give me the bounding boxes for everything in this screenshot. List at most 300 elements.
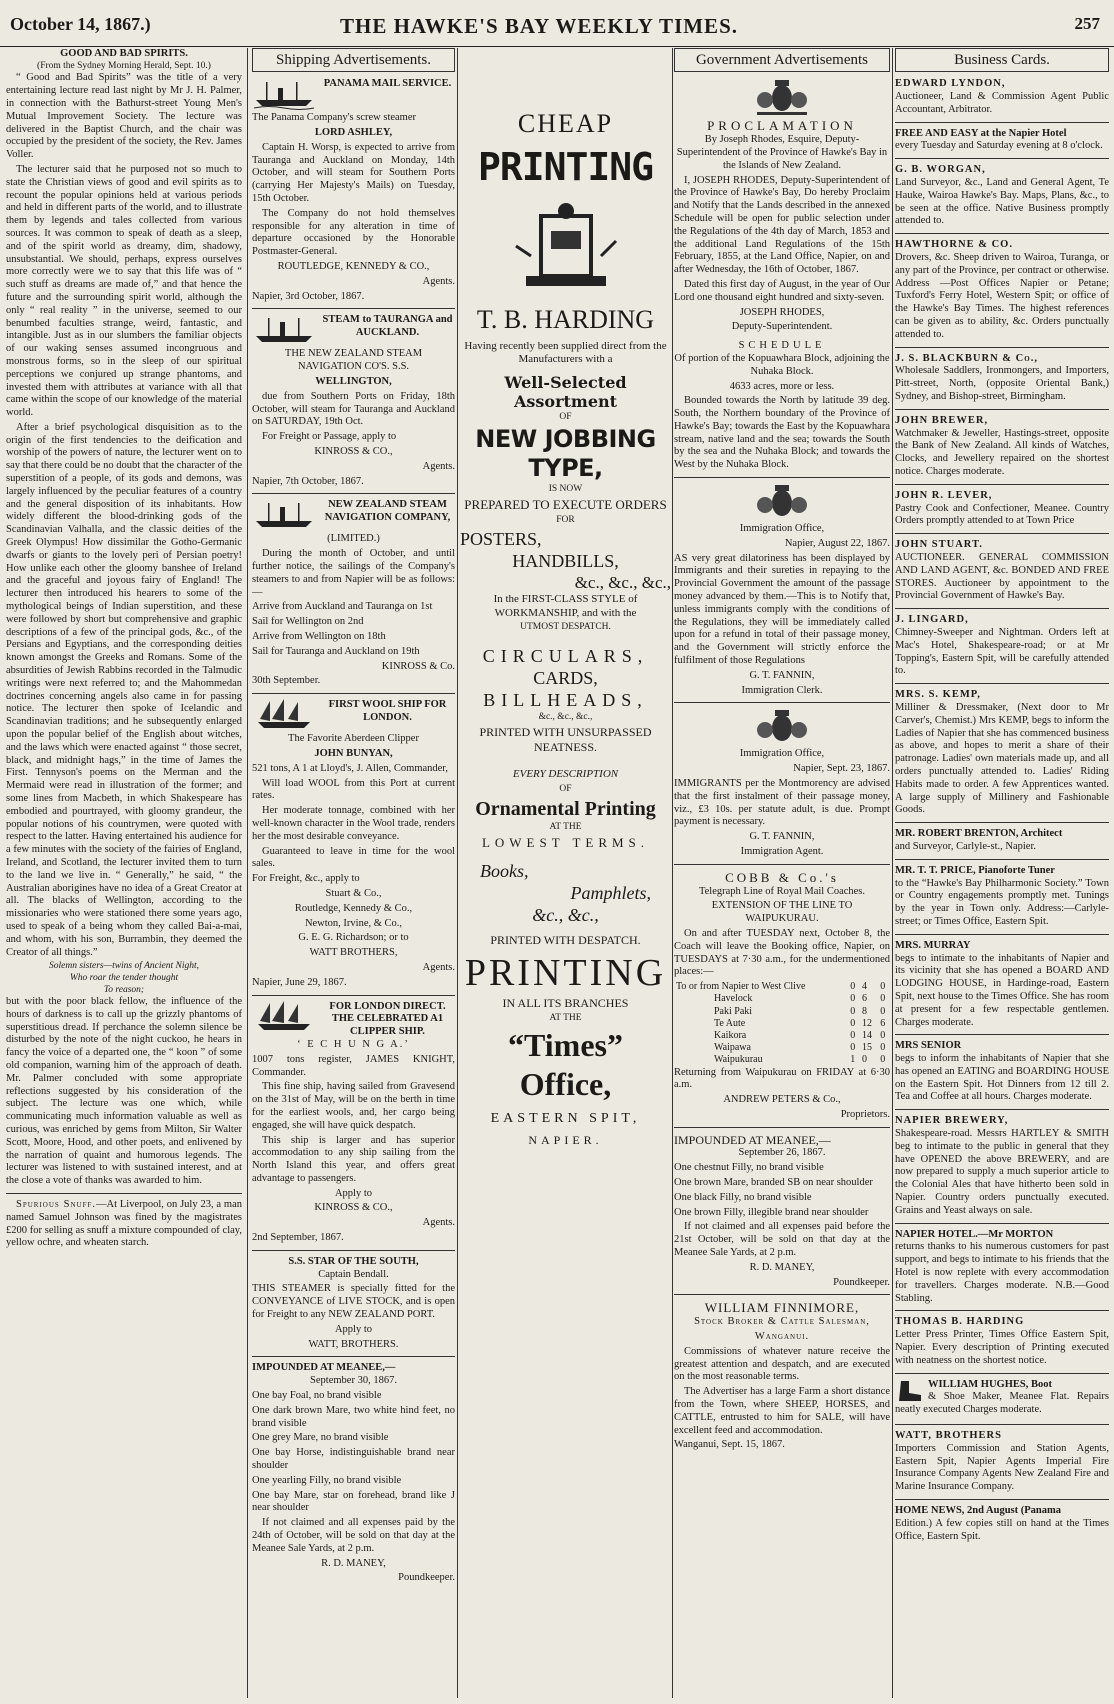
ad-line: PREPARED TO EXECUTE ORDERS	[464, 497, 667, 513]
times-office-line: “Times” Office,	[508, 1027, 623, 1103]
impounded-line: One chestnut Filly, no brand visible	[674, 1162, 824, 1174]
table-row	[674, 981, 890, 993]
card-text: Letter Press Printer, Times Office Eastern Spit, Napier. Every description of Printing executed with neatness on the shortest notice.	[895, 1329, 1109, 1366]
fare-value: 15	[861, 1042, 872, 1054]
article-title: GOOD AND BAD SPIRITS.	[60, 48, 188, 59]
address-line: EASTERN SPIT,	[490, 1111, 641, 1127]
card-text: returns thanks to his numerous customers for past support, and begs to intimate to his friends that the Hotel is now replete with every accommodation for travellers. Charges moderate. N.B.—Good Stabling.	[895, 1241, 1109, 1304]
divider	[674, 1127, 890, 1128]
divider	[895, 158, 1109, 159]
ad-title: STEAM to TAURANGA and AUCKLAND.	[322, 314, 453, 339]
article-paragraph: “ Good and Bad Spirits” was the title of a very entertaining lecture read last night by Mr J. H. Palmer, in connection with the Bathurst-street Young Men's Mutual Improvement Society. The lecture was delivered in the Baptist Church, and the chair was occupied by the president of the society, the Rev. James Voller.	[6, 72, 242, 161]
ad-line: R. D. MANEY,	[321, 1557, 386, 1569]
ad-title: FIRST WOOL SHIP FOR LONDON.	[328, 699, 447, 723]
cheap-heading: CHEAP	[517, 109, 614, 138]
shipping-column	[252, 48, 455, 1698]
column-rule	[457, 48, 458, 1698]
steamship-icon	[252, 78, 316, 110]
ad-line: The Favorite Aberdeen Clipper	[288, 733, 419, 745]
card-name: MR. T. T. PRICE, Pianoforte Tuner	[895, 864, 1055, 876]
ad-line: ‘ E C H U N G A.’	[297, 1038, 410, 1050]
ad-title: IMPOUNDED AT MEANEE,—	[252, 1362, 396, 1374]
business-card	[895, 1229, 1109, 1306]
fare-value: 0	[880, 993, 886, 1005]
cobb-line: EXTENSION OF THE LINE TO WAIPUKURAU.	[711, 900, 853, 925]
divider	[252, 1250, 455, 1251]
wool-ship-ad	[252, 699, 455, 989]
ad-line: Having recently been supplied direct from the Manufacturers with a	[464, 339, 667, 366]
fare-value: 0	[850, 1042, 856, 1054]
fare-value: 0	[850, 981, 856, 993]
snuff-item	[6, 1199, 242, 1250]
card-name: J. S. BLACKBURN & Co.,	[895, 352, 1038, 364]
fare-value: 0	[880, 1005, 886, 1017]
divider	[895, 233, 1109, 234]
card-text: begs to inform the inhabitants of Napier that she has opened an EATING and BOARDING HOUSE on the Eastern Spit. Hot Dinners from 12 till 2. Tea and Coffee at all hours. Charges moderate.	[895, 1053, 1109, 1103]
ad-line: For Freight, &c., apply to	[252, 873, 360, 885]
finnimore-line: Wanganui.	[754, 1331, 810, 1342]
ad-line: Captain H. Worsp, is expected to arrive from Tauranga and Auckland on Monday, 14th October, and will steam for Southern Ports (carrying Her Majesty's Mails) on Tuesday, 15th October.	[252, 141, 455, 205]
ad-title: FOR LONDON DIRECT. THE CELEBRATED A1 CLIPPER SHIP.	[329, 1000, 446, 1038]
table-row	[674, 1042, 890, 1054]
shipping-heading: Shipping Advertisements.	[252, 48, 455, 72]
article-column	[6, 48, 242, 1698]
fare-value: 0	[880, 1054, 886, 1066]
ad-line: One grey Mare, no brand visible	[252, 1432, 389, 1444]
ad-line: G. E. G. Richardson; or to	[298, 932, 409, 944]
column-rule	[247, 48, 248, 1698]
impounded-line: One brown Mare, branded SB on near shoulder	[674, 1176, 873, 1188]
divider	[895, 347, 1109, 348]
handbills-line: HANDBILLS,	[512, 550, 619, 571]
ad-line: PRINTED WITH UNSURPASSED NEATNESS.	[479, 725, 652, 754]
table-row	[674, 1006, 890, 1018]
impounded-title: IMPOUNDED AT MEANEE,—	[674, 1132, 831, 1147]
notice-line: Napier, August 22, 1867.	[784, 537, 890, 549]
divider	[895, 1109, 1109, 1110]
ad-line: Napier, 7th October, 1867.	[252, 475, 364, 487]
ad-line: IS NOW	[548, 483, 583, 494]
article-paragraph: but with the poor black fellow, the influence of the hours of darkness is to call up the grizzly phantoms of superstitious dread. If perchance the solemn silence be disturbed by the note of the night cuckoo, he hears in fancy the voice of a departed one, the “ koon ” of some old companion, warning him of the approach of death. Mr. Palmer concluded with some appropriate reflections suggested by his consideration of the subject. The lecture was one which, while communicating much information valuable as well as curious, was enriched by gems from Milton, Sir Walter Scott, Moore, Hood, and other poets, and enlivened by the narration of quaint and humorous legends. The lecturer was listened to with sustained interest, and at the close a vote of thanks was awarded to him.	[6, 996, 242, 1187]
ad-line: Sail for Wellington on 2nd	[252, 616, 364, 628]
business-card	[895, 1316, 1109, 1367]
finnimore-line: Stock Broker & Cattle Salesman,	[694, 1316, 870, 1328]
ad-line: WATT, BROTHERS.	[308, 1338, 399, 1350]
books-line: Books,	[480, 861, 529, 882]
divider	[6, 1193, 242, 1194]
card-name: THOMAS B. HARDING	[895, 1316, 1025, 1328]
business-card	[895, 239, 1109, 341]
notice-line: G. T. FANNIN,	[749, 831, 815, 843]
ad-line: Arrive from Wellington on 18th	[252, 631, 386, 642]
ad-line: Guaranteed to leave in time for the wool sales.	[252, 845, 455, 870]
ad-line: Newton, Irvine, & Co.,	[304, 917, 403, 929]
schedule-line: 4633 acres, more or less.	[729, 380, 835, 392]
fare-value: 12	[861, 1017, 872, 1029]
column-rule	[892, 48, 893, 1698]
printing-branches-heading: PRINTING	[464, 951, 667, 994]
ad-line: Agents.	[422, 275, 455, 287]
business-card	[895, 128, 1109, 154]
ad-line: 1007 tons register, JAMES KNIGHT, Commander.	[252, 1053, 455, 1078]
address-line: NAPIER.	[528, 1133, 603, 1148]
ad-line: THE NEW ZEALAND STEAM NAVIGATION CO'S. S.S.	[284, 348, 423, 373]
divider	[895, 484, 1109, 485]
divider	[895, 1424, 1109, 1425]
fare-value: 0	[880, 1030, 886, 1041]
article-paragraph: After a brief psychological disquisition as to the origin of the first tendencies to the deification and worship of the powers of nature, the lecturer went on to say that there could be no doubt that the character of the superstition of a people, of its gods and demons, was largely influenced by the peculiar features of a country and the general disposition of its inhabitants. How widely different the blood-drinking gods of the Scandinavian Valhalla, and the classic deities of the Greek Olympus! How dissimilar the Gotho-Germanic dwarfs or giants to the lovely peri of Persian poetry! How unlike each other the gloomy banshee of Ireland and the graceful and joyous fairy of England! The lecturer then introduced his hearers to some of the mythological beings of Indian superstition, and these were followed by short but comprehensive and graphic descriptions of a few of the principal gods, &c., of the Persians and Egyptians, and the corresponding deities known amongst the Greeks and Romans. Some of the absurdities of Jewish Rabbins recorded in the Talmudic writings were next referred to; and the Mahommedan doctrines concerning angels also came in for passing notice. The lecturer then spoke of Icelandic and Scandinavian traditions; and he subsequently enlarged upon the popular belief of the English about witches, and the laws which were enacted against “ those secret, black, and midnight hags,” in the time of James the First. Tennyson's poems on the Merman and the Mermaid were read in illustration of the former; and some lines from Macbeth, in which Shakespeare has embodied and pourtrayed, with gloomy grandeur, the popular notions of his countrymen, were quoted with respect to the latter. Having entertained his audience for a few minutes with the society of the fairies of England, Ireland, and Scotland, the lecturer invited them to turn to the land we live in. “ Generally,” he said, “ the Australian aborigines have no idea of a Great Creator at all. The blacks of Wellington, according to the missionaries who were stationed there some years ago, used to speak of a being whom they called Bai-a-mai, and whom, with his son, Burrambin, they deemed the Creator of all things.”	[6, 421, 242, 958]
sailing-ship-icon	[252, 699, 316, 731]
cobb-line: Returning from Waipukurau on FRIDAY at 6·30 a.m.	[674, 1066, 890, 1091]
ad-line: UTMOST DESPATCH.	[520, 622, 611, 633]
ad-line: &c., &c., &c.,	[574, 572, 671, 592]
card-name: HAWTHORNE & CO.	[895, 239, 1013, 251]
ad-line: 30th September.	[252, 675, 321, 687]
ad-line: This fine ship, having sailed from Gravesend on the 31st of May, will be on the berth in time for the earliest wools, and, her cargo being engaged, she will have quick despatch.	[252, 1081, 455, 1131]
business-card	[895, 1430, 1109, 1494]
card-text: begs to intimate to the inhabitants of Napier and its vicinity that she has opened a BOARD AND LODGING HOUSE, in Hardinge-road, Eastern Spit, next house to the Times Office. She has room at present for a few respectable gentlemen. Charges moderate.	[895, 952, 1109, 1028]
ad-line: One yearling Filly, no brand visible	[252, 1474, 402, 1486]
card-text: Chimney-Sweeper and Nightman. Orders left at Mac's Hotel, Shakespeare-road; or at Mr Topping's, Eastern Spit, will be carefully attended to.	[895, 626, 1109, 677]
ad-line: Her moderate tonnage, combined with her well-known character in the Wool trade, renders her the most desirable conveyance.	[252, 805, 455, 842]
card-text: Watchmaker & Jeweller, Hastings-street, opposite the Bank of New Zealand. All kinds of Watches, Clocks, and Jewellery repaired on the shortest notice. Charges moderate.	[895, 427, 1109, 478]
royal-arms-icon	[747, 708, 817, 746]
proclamation-line: Deputy-Superintendent.	[731, 321, 833, 333]
ornamental-printing-line: Ornamental Printing	[475, 798, 656, 821]
harding-heading: T. B. HARDING	[476, 305, 655, 335]
fare-place: Kaikora	[714, 1030, 747, 1041]
assortment-line: Well-Selected Assortment	[504, 372, 627, 412]
card-text: every Tuesday and Saturday evening at 8 o'clock.	[895, 140, 1103, 152]
cobb-line: Proprietors.	[840, 1108, 890, 1120]
fare-value: 4	[861, 981, 867, 993]
card-name: HOME NEWS, 2nd August (Panama	[895, 1505, 1061, 1516]
ad-line: JOHN BUNYAN,	[314, 747, 393, 759]
verse-line: Solemn sisters—twins of Ancient Night,	[49, 961, 199, 972]
steamship-icon	[252, 499, 316, 531]
ad-line: 521 tons, A 1 at Lloyd's, J. Allen, Commander,	[252, 762, 449, 774]
cobb-title: COBB & Co.'s	[725, 869, 839, 885]
ad-line: Poundkeeper.	[398, 1572, 455, 1584]
card-text: Pastry Cook and Confectioner, Meanee. Country Orders promptly attended to at Town Price	[895, 502, 1109, 527]
impounded-ad	[252, 1362, 455, 1585]
card-name: MR. ROBERT BRENTON, Architect	[895, 828, 1063, 840]
ad-line: In the FIRST-CLASS STYLE of WORKMANSHIP, and with the	[493, 593, 638, 619]
divider	[895, 683, 1109, 684]
echunga-ad	[252, 1001, 455, 1245]
ad-line: Captain Bendall.	[318, 1268, 389, 1280]
divider	[895, 533, 1109, 534]
table-row	[674, 1054, 890, 1066]
royal-arms-icon	[747, 78, 817, 116]
card-text: to the “Hawke's Bay Philharmonic Society.” Town or Country engagements promptly met. Tunings by the year in Town only. Address:—Carlyle-street; or Times Office, Eastern Spit.	[895, 877, 1109, 927]
divider	[895, 1310, 1109, 1311]
ad-line: If not claimed and all expenses paid by the 24th of October, will be sold on that day at the Meanee Sale Yards, at 2 p.m.	[252, 1517, 455, 1554]
ad-line: LORD ASHLEY,	[314, 127, 393, 139]
ad-line: (LIMITED.)	[327, 533, 380, 545]
ad-line: During the month of October, and until further notice, the sailings of the Company's steamers to and from Napier will be as follows:—	[252, 548, 455, 598]
cobb-line: ANDREW PETERS & Co.,	[723, 1094, 841, 1106]
ad-line: Routledge, Kennedy & Co.,	[294, 902, 413, 914]
sailing-ship-icon	[252, 1001, 316, 1033]
ad-line: Napier, 3rd October, 1867.	[252, 290, 365, 302]
cobb-line: Telegraph Line of Royal Mail Coaches.	[698, 885, 866, 897]
ad-line: OF	[559, 783, 572, 794]
business-card	[895, 490, 1109, 528]
verse-line: Who roar the tender thought	[69, 972, 179, 983]
fare-value: 8	[861, 1005, 867, 1017]
fare-place: Te Aute	[714, 1017, 746, 1029]
ad-title: S.S. STAR OF THE SOUTH,	[288, 1255, 419, 1267]
boot-icon	[895, 1379, 925, 1403]
pamphlets-line: Pamphlets,	[570, 883, 651, 904]
snuff-text: —At Liverpool, on July 23, a man named Samuel Johnson was fined by the magistrates £200 for selling as snuff a mixture compounded of clay, yellow ochre, and wheaten starch.	[6, 1199, 242, 1249]
ad-line: Apply to	[334, 1187, 373, 1199]
schedule-line: Of portion of the Kopuawhara Block, adjoining the Nuhaka Block.	[674, 352, 890, 377]
divider	[895, 934, 1109, 935]
ad-line: Napier, June 29, 1867.	[252, 976, 347, 988]
ad-line: Agents.	[422, 460, 455, 472]
panama-ad	[252, 78, 455, 303]
ad-line: THIS STEAMER is specially fitted for the CONVEYANCE of LIVE STOCK, and is open for Freight to any NEW ZEALAND PORT.	[252, 1283, 455, 1321]
fare-place: Waipukurau	[714, 1054, 763, 1066]
ad-line: 2nd September, 1867.	[252, 1232, 344, 1244]
card-name: MRS SENIOR	[895, 1040, 962, 1052]
card-text: AUCTIONEER. GENERAL COMMISSION AND LAND AGENT, &c. BONDED AND FREE STORES. Auctioneer by appointment to the Provincial Government of Hawke's Bay.	[895, 552, 1109, 602]
star-south-ad	[252, 1256, 455, 1352]
fare-place: To or from Napier to West Clive	[676, 981, 806, 993]
ad-title: PANAMA MAIL SERVICE.	[323, 78, 452, 90]
posters-line: POSTERS,	[460, 528, 542, 549]
card-name: FREE AND EASY at the Napier Hotel	[895, 127, 1067, 139]
article-paragraph: The lecturer said that he purposed not so much to state the Christian views of good and evil spirits as to recount the popular opinions held at various periods and held in different parts of the world, and to illustrate them by legends and tales collected from various sources. It was common to speak of death as a sleep, and of the spirit world as dreamy, dim, shadowy, unsubstantial. We should, perhaps, express ourselves more correctly were we to say that this life was of “ such stuff as dreams are made of,” and that hence the future and the surrounding spirit world, although the only “ real reality ” in the universe, seemed to our benumbed faculties strange, weird, fantastic, and intangible. Just as in our slumbers the familiar objects of our waking senses assumed incongruous and monstrous forms, so in the sleep of our spiritual perceptions we conjured up strange phantoms, and invested them with attributes at variance with all that came within the scope of our knowledge of the material world.	[6, 163, 242, 419]
column-rule	[672, 48, 673, 1698]
business-card	[895, 865, 1109, 929]
divider	[674, 477, 890, 478]
ad-line: The Company do not hold themselves responsible for any alteration in time of departure occasioned by the Honorable Postmaster-General.	[252, 207, 455, 258]
fare-value: 0	[880, 981, 886, 993]
divider	[252, 995, 455, 996]
impounded-line: September 26, 1867.	[738, 1147, 826, 1159]
government-column	[674, 48, 890, 1698]
fare-value: 0	[850, 1030, 856, 1041]
ad-line: ROUTLEDGE, KENNEDY & CO.,	[277, 261, 430, 273]
card-text: Wholesale Saddlers, Ironmongers, and Importers, Pitt-street, North, (opposite Oriental Bank,) Sydney, and Bishop-street, Birmingham.	[895, 365, 1109, 403]
divider	[674, 864, 890, 865]
card-name: J. LINGARD,	[895, 614, 969, 626]
impounded-line: Poundkeeper.	[833, 1276, 890, 1288]
divider	[895, 1499, 1109, 1500]
card-name: G. B. WORGAN,	[895, 164, 986, 176]
ad-line: &c., &c.,	[532, 905, 599, 926]
ad-line: Sail for Tauranga and Auckland on 19th	[252, 645, 420, 657]
divider	[895, 859, 1109, 860]
fare-place: Waipawa	[714, 1042, 751, 1054]
article-source: (From the Sydney Morning Herald, Sept. 10.)	[37, 60, 211, 71]
fare-value: 0	[850, 1017, 856, 1029]
royal-arms-icon	[747, 483, 817, 521]
notice-line: Immigration Office,	[739, 523, 825, 535]
ad-line: One bay Foal, no brand visible	[252, 1390, 382, 1402]
cobb-line: On and after TUESDAY next, October 8, the Coach will leave the Booking office, Napier, on TUESDAYS at 7·30 a.m., for the undermentioned places:—	[674, 928, 890, 978]
printing-ad-column	[460, 48, 671, 1698]
business-card	[895, 353, 1109, 404]
finnimore-title: WILLIAM FINNIMORE,	[704, 1300, 860, 1316]
proclamation-line: By Joseph Rhodes, Esquire, Deputy-Superintendent of the Province of Hawke's Bay in the Islands of New Zealand.	[676, 134, 888, 171]
lowest-terms-line: LOWEST TERMS.	[481, 835, 650, 851]
notice-line: Immigration Office,	[739, 748, 825, 760]
impounded-line: One black Filly, no brand visible	[674, 1191, 812, 1203]
business-cards-column	[895, 48, 1109, 1698]
fare-value: 0	[880, 1042, 886, 1054]
card-name: WILLIAM HUGHES, Boot	[928, 1378, 1052, 1390]
proclamation-line: I, JOSEPH RHODES, Deputy-Superintendent of the Province of Hawke's Bay, Do hereby Proclaim and Notify that the Lands described in the annexed Schedule will be open for public selection under the Regulations of the 4th day of March, 1853 and the additional Land Regulations of the 15th February, 1855, at the Land Office, Napier, on and after Wednesday, the 16th of October, 1867.	[674, 174, 890, 276]
printing-heading: PRINTING	[477, 144, 654, 189]
business-card	[895, 78, 1109, 116]
notice-line: IMMIGRANTS per the Montmorency are advised that the first instalment of their passage money, viz., £3 10s. per statute adult, is due. Prompt payment is necessary.	[674, 778, 890, 828]
fare-table	[674, 981, 890, 1066]
ad-line: The Panama Company's screw steamer	[252, 112, 417, 124]
ad-line: PRINTED WITH DESPATCH.	[490, 933, 641, 948]
verse-quote	[6, 961, 242, 996]
ad-line: Arrive from Auckland and Tauranga on 1st	[252, 601, 433, 613]
divider	[895, 1373, 1109, 1374]
card-name: NAPIER HOTEL.—Mr MORTON	[895, 1228, 1054, 1240]
card-text: Importers Commission and Station Agents, Eastern Spit, Napier Agents Imperial Fire Insurance Company Agents New Zealand Fire and Marine Insurance Company.	[895, 1442, 1109, 1493]
ad-line: KINROSS & Co.	[381, 660, 455, 672]
cards-line: CARDS,	[533, 667, 598, 688]
ad-line: Apply to	[334, 1323, 373, 1335]
snuff-title: Spurious Snuff.	[16, 1199, 97, 1211]
fare-value: 0	[861, 1054, 867, 1066]
fare-value: 0	[850, 1005, 856, 1017]
divider	[895, 608, 1109, 609]
business-card	[895, 1379, 1109, 1419]
business-card	[895, 1040, 1109, 1104]
card-name: JOHN R. LEVER,	[895, 489, 993, 501]
card-name: WATT, BROTHERS	[895, 1430, 1002, 1442]
ad-line: KINROSS & CO.,	[314, 446, 393, 458]
card-name: JOHN BREWER,	[895, 414, 989, 426]
business-card	[895, 689, 1109, 817]
card-text: & Shoe Maker, Meanee Flat. Repairs neatly executed Charges moderate.	[895, 1391, 1109, 1416]
verse-line: To reason;	[103, 984, 145, 995]
ad-line: EVERY DESCRIPTION	[512, 768, 619, 781]
table-row	[674, 993, 890, 1005]
circulars-line: CIRCULARS,	[482, 645, 649, 666]
issue-date: October 14, 1867.)	[10, 14, 151, 34]
fare-place: Havelock	[714, 993, 753, 1005]
steamship-icon	[252, 314, 316, 346]
impounded-line: If not claimed and all expenses paid before the 21st October, will be sold on that day at the Meanee Sale Yards, at 2 p.m.	[674, 1221, 890, 1258]
card-text: Drovers, &c. Sheep driven to Wairoa, Turanga, or any part of the Province, per contract or otherwise. Address —Post Offices Napier or Petane; Tuxford's Ferry Hotel, Western Spit; or office of the Hawke's Bay Times. The highest references can be given as to ability, &c. Orders punctually attended to.	[895, 252, 1109, 340]
ad-line: For Freight or Passage, apply to	[262, 431, 397, 443]
impounded-line: One brown Filly, illegible brand near shoulder	[674, 1206, 869, 1218]
business-card	[895, 1115, 1109, 1217]
new-jobbing-type-line: NEW JOBBING TYPE,	[475, 425, 656, 483]
finnimore-line: Wanganui, Sept. 15, 1867.	[674, 1439, 785, 1451]
notice-line: AS very great dilatoriness has been displayed by Immigrants and their sureties in repaying to the Provincial Government the amount of the passage money advanced by them.—This is to Notify that, unless immigrants comply with the conditions of the Regulations, they will be immediately called upon for a refund in total of their passage money, and the Government will strictly enforce the fulfilment of those Regulations	[674, 552, 890, 667]
ad-line: WELLINGTON,	[315, 376, 392, 388]
ad-line: Will load WOOL from this Port at current rates.	[252, 777, 455, 802]
printing-press-icon	[511, 196, 621, 296]
ad-line: One dark brown Mare, two white hind feet, no brand visible	[252, 1404, 455, 1429]
business-card	[895, 1505, 1109, 1543]
nz-steam-ad	[252, 499, 455, 688]
impounded-line: R. D. MANEY,	[749, 1261, 815, 1273]
newspaper-title: THE HAWKE'S BAY WEEKLY TIMES.	[340, 14, 738, 38]
ad-line: IN ALL ITS BRANCHES	[502, 996, 629, 1011]
ad-line: OF	[559, 411, 572, 422]
notice-line: Immigration Agent.	[740, 846, 824, 858]
ad-line: WATT BROTHERS,	[309, 947, 398, 959]
finnimore-line: Commissions of whatever nature receive the greatest attention and despatch, and are executed on the most reasonable terms.	[674, 1345, 890, 1383]
divider	[252, 308, 455, 309]
card-text: Auctioneer, Land & Commission Agent Public Accountant, Arbitrator.	[895, 91, 1109, 115]
fare-value: 6	[861, 993, 867, 1005]
business-card	[895, 164, 1109, 228]
table-row	[674, 1030, 890, 1042]
proclamation-line: JOSEPH RHODES,	[739, 306, 825, 318]
divider	[252, 1356, 455, 1357]
business-card	[895, 940, 1109, 1030]
proclamation-title: PROCLAMATION	[707, 118, 857, 134]
schedule-line: Bounded towards the North by latitude 39 deg. South, the Northern boundary of the Province of Hawke's Bay; towards the East by the Kopuawhara stream, native land and the sea; towards the South by the sea and the Nuhaka Block; and towards the West by the Nuhaka Block.	[674, 395, 890, 471]
fare-value: 6	[880, 1017, 886, 1029]
card-name: MRS. MURRAY	[895, 939, 971, 951]
card-name: JOHN STUART.	[895, 539, 983, 551]
ad-line: September 30, 1867.	[310, 1375, 397, 1387]
divider	[252, 693, 455, 694]
card-text: Edition.) A few copies still on hand at the Times Office, Eastern Spit.	[895, 1517, 1109, 1542]
notice-line: Napier, Sept. 23, 1867.	[793, 763, 890, 775]
divider	[895, 1223, 1109, 1224]
notice-line: G. T. FANNIN,	[749, 669, 815, 681]
billheads-line: BILLHEADS,	[483, 689, 648, 710]
ad-line: KINROSS & CO.,	[314, 1202, 393, 1214]
fare-place: Paki Paki	[714, 1005, 753, 1017]
divider	[252, 493, 455, 494]
card-text: and Surveyor, Carlyle-st., Napier.	[895, 840, 1037, 852]
divider	[895, 822, 1109, 823]
card-name: NAPIER BREWERY,	[895, 1115, 1009, 1127]
card-text: Shakespeare-road. Messrs HARTLEY & SMITH beg to intimate to the public in general that they have OPENED the above BREWERY, and are now prepared to supply a much superior article to the Colonial Ales that have hitherto been sold in Napier. Country orders punctually executed. Grains and Yeast always on sale.	[895, 1128, 1109, 1216]
ad-line: One bay Horse, indistinguishable brand near shoulder	[252, 1447, 455, 1472]
fare-value: 0	[850, 993, 856, 1005]
ad-line: One bay Mare, star on forehead, brand like J near shoulder	[252, 1489, 455, 1514]
schedule-title: SCHEDULE	[738, 340, 826, 352]
ad-line: Agents.	[422, 1217, 455, 1229]
proclamation-line: Dated this first day of August, in the year of Our Lord one thousand eight hundred and sixty-seven.	[674, 278, 890, 303]
government-heading: Government Advertisements	[674, 48, 890, 72]
business-card	[895, 614, 1109, 678]
divider	[674, 1294, 890, 1295]
business-card	[895, 539, 1109, 603]
ad-line: This ship is larger and has superior accommodation to any ship sailing from the North Island this year, and offers great advantage to passengers.	[252, 1134, 455, 1184]
finnimore-line: The Advertiser has a large Farm a short distance from the Town, where SHEEP, HORSES, and CATTLE, entrusted to him for SALE, will have excellent feed and accommodation.	[674, 1386, 890, 1436]
ad-line: &c., &c., &c.,	[538, 711, 593, 722]
fare-value: 14	[861, 1030, 872, 1041]
divider	[895, 1034, 1109, 1035]
divider	[895, 122, 1109, 123]
ad-line: AT THE	[549, 821, 582, 832]
table-row	[674, 1018, 890, 1030]
divider	[895, 409, 1109, 410]
ad-line: Agents.	[422, 961, 455, 973]
ad-title: NEW ZEALAND STEAM NAVIGATION COMPANY,	[324, 499, 451, 524]
ad-line: FOR	[556, 515, 575, 526]
card-name: MRS. S. KEMP,	[895, 689, 981, 701]
